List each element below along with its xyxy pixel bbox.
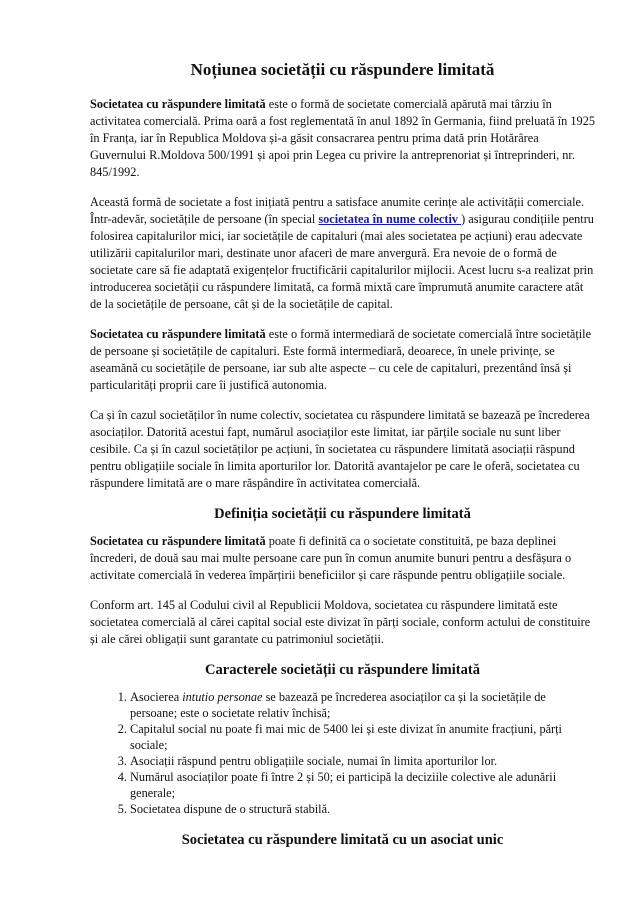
list-item: 5. Societatea dispune de o structură stabilă. [130,801,595,817]
heading-single-associate: Societatea cu răspundere limitată cu un asociat unic [181,832,504,848]
document-title: Noțiunea societății cu răspundere limitată [190,60,495,79]
bold-term: Societatea cu răspundere limitată [90,534,266,548]
characteristics-list [90,689,595,817]
bold-term: Societatea cu răspundere limitată [90,327,266,341]
document-page [90,60,595,859]
heading-definition: Definiția societății cu răspundere limitată [214,506,471,522]
heading-characteristics: Caracterele societății cu răspundere limitată [205,662,480,678]
paragraph-intermediate-form: Societatea cu răspundere limitată este o formă intermediară de societate comercială între societățile de persoane și societățile de capitaluri. Este formă intermediară, deoarece, în unele privințe, se aseamănă cu societățile de persoane, iar sub alte aspecte – cu cele de capitaluri, prezentând însă și particularități proprii care îi justifică autonomia. [90,327,592,392]
list-item: 4. Numărul asociaților poate fi între 2 și 50; ei participă la deciziile colective ale adunării generale; [130,769,595,801]
list-item: 2. Capitalul social nu poate fi mai mic de 5400 lei și este divizat în anumite fracțiuni, părți sociale; [130,721,595,753]
paragraph-trust: Ca și în cazul societăților în nume colectiv, societatea cu răspundere limitată se bazează pe încrederea asociaților. Datorită acestui fapt, numărul asociaților este limitat, iar părțile sociale nu sunt liber cesibile. Ca și în cazul societăților pe acțiuni, în societatea cu răspundere limitată asociații răspund pentru obligațiile sociale în limita aporturilor lor. Datorită avantajelor pe care le oferă, societatea cu răspundere limitată are o mare răspândire în activitatea comercială. [90,408,590,490]
bold-term: Societatea cu răspundere limitată [90,97,266,111]
paragraph-origin: Această formă de societate a fost inițiată pentru a satisface anumite cerințe ale activității comerciale. Într-adevăr, societățile de persoane (în special societatea în nume colectiv ) asigurau condițiile pentru folosirea capitalurilor mici, iar societățile de capitaluri (mai ales societatea pe acțiuni) erau adecvate utilizării capitalurilor mari, destinate unor afaceri de mare anvergură. Era nevoie de o formă de societate care să fie adaptată exigențelor fructificării capitalurilor mijlocii. Acest lucru s-a realizat prin introducerea societății cu răspundere limitată, ca formă mixtă care împrumută anumite caractere atât de la societățile de persoane, cât și de la societățile de capital. [90,195,594,311]
link-societatea-in-nume-colectiv[interactable]: societatea în nume colectiv [318,212,462,226]
list-item: 1. Asocierea intutio personae se bazează pe încrederea asociaților ca și la societățile de persoane; este o societate relativ închisă; [130,689,595,721]
paragraph-intro: Societatea cu răspundere limitată este o formă de societate comercială apărută mai târziu în activitatea comercială. Prima oară a fost reglementată în anul 1892 în Germania, fiind preluată în 1925 în Franța, iar în Republica Moldova și-a găsit consacrarea pentru prima dată prin Hotărârea Guvernului R.Moldova 500/1991 și apoi prin Legea cu privire la antreprenoriat și întreprinderi, nr. 845/1992. [90,97,596,179]
list-item: 3. Asociații răspund pentru obligațiile sociale, numai în limita aporturilor lor. [130,753,595,769]
paragraph-definition: Societatea cu răspundere limitată poate fi definită ca o societate constituită, pe baza deplinei încrederi, de două sau mai multe persoane care pun în comun anumite bunuri pentru a desfășura o activitate comercială în vederea împărțirii beneficiilor și care răspunde pentru obligațiile sociale. [90,534,572,582]
paragraph-civil-code: Conform art. 145 al Codului civil al Republicii Moldova, societatea cu răspundere limitată este societatea comercială al cărei capital social este divizat în părți sociale, conform actului de constituire și ale cărei obligații sunt garantate cu patrimoniul societății. [90,598,591,646]
